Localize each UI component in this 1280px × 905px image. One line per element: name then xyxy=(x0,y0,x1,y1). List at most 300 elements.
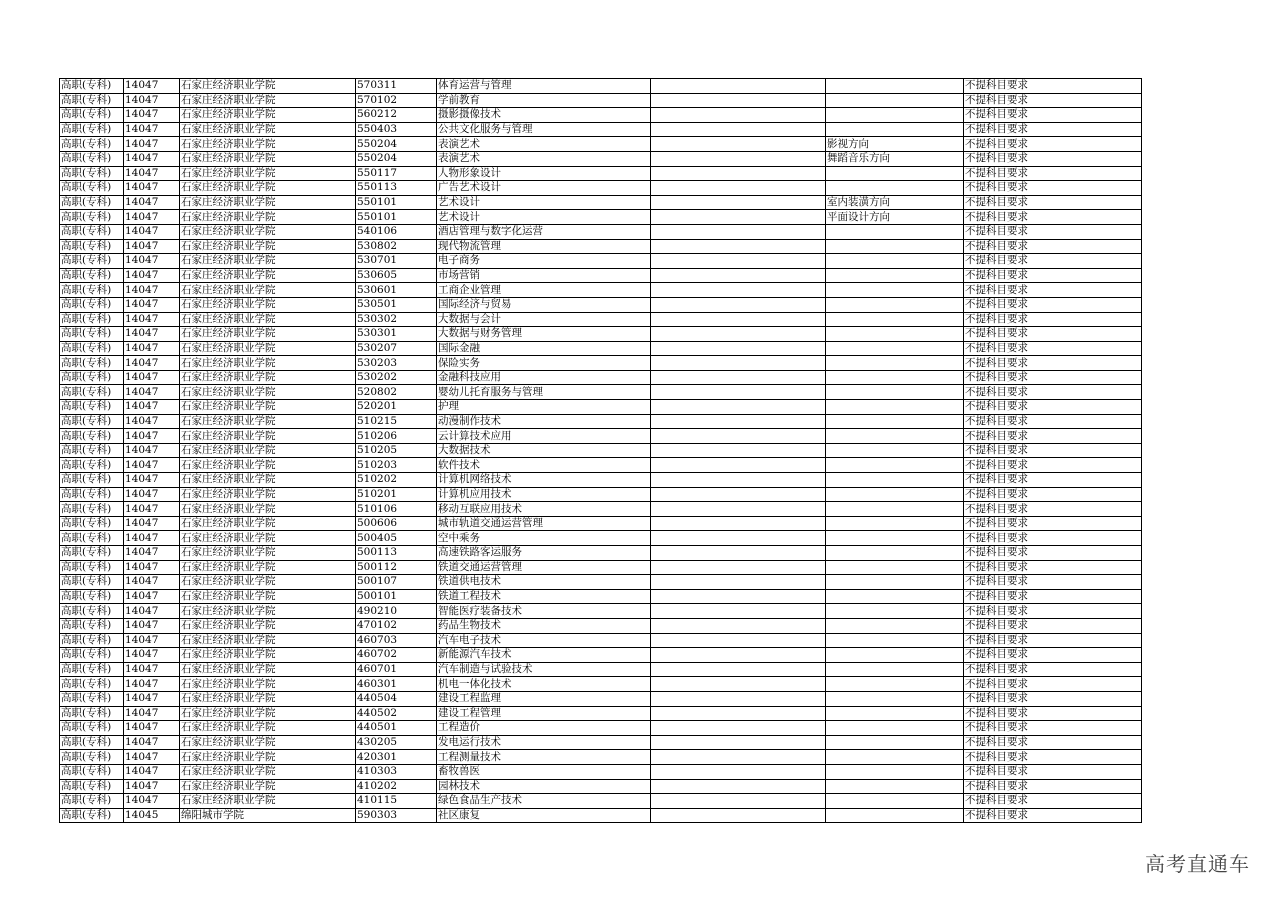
level-cell: 高职(专科) xyxy=(60,400,124,415)
subject-requirement-cell: 不提科目要求 xyxy=(964,575,1142,590)
table-row xyxy=(60,808,1142,823)
note-cell xyxy=(651,385,826,400)
table-row xyxy=(60,268,1142,283)
table-row xyxy=(60,108,1142,123)
school-code-cell: 14047 xyxy=(124,473,180,488)
level-cell: 高职(专科) xyxy=(60,268,124,283)
level-cell: 高职(专科) xyxy=(60,779,124,794)
subject-requirement-cell: 不提科目要求 xyxy=(964,385,1142,400)
note-cell xyxy=(651,721,826,736)
note-cell xyxy=(651,108,826,123)
table-row xyxy=(60,721,1142,736)
note-cell xyxy=(651,370,826,385)
school-code-cell: 14047 xyxy=(124,575,180,590)
major-name-cell: 智能医疗装备技术 xyxy=(437,604,651,619)
major-code-cell: 550113 xyxy=(356,181,437,196)
major-code-cell: 500107 xyxy=(356,575,437,590)
note-cell xyxy=(651,327,826,342)
school-name-cell: 石家庄经济职业学院 xyxy=(180,691,356,706)
table-row xyxy=(60,648,1142,663)
school-code-cell: 14047 xyxy=(124,341,180,356)
school-name-cell: 石家庄经济职业学院 xyxy=(180,400,356,415)
level-cell: 高职(专科) xyxy=(60,648,124,663)
direction-cell xyxy=(826,721,964,736)
school-code-cell: 14047 xyxy=(124,633,180,648)
level-cell: 高职(专科) xyxy=(60,370,124,385)
major-name-cell: 云计算技术应用 xyxy=(437,429,651,444)
note-cell xyxy=(651,546,826,561)
subject-requirement-cell: 不提科目要求 xyxy=(964,648,1142,663)
subject-requirement-cell: 不提科目要求 xyxy=(964,677,1142,692)
major-code-cell: 530501 xyxy=(356,297,437,312)
level-cell: 高职(专科) xyxy=(60,487,124,502)
note-cell xyxy=(651,166,826,181)
level-cell: 高职(专科) xyxy=(60,312,124,327)
major-code-cell: 550204 xyxy=(356,137,437,152)
level-cell: 高职(专科) xyxy=(60,181,124,196)
major-code-cell: 530301 xyxy=(356,327,437,342)
school-name-cell: 石家庄经济职业学院 xyxy=(180,560,356,575)
major-code-cell: 570102 xyxy=(356,93,437,108)
direction-cell xyxy=(826,327,964,342)
direction-cell xyxy=(826,808,964,823)
table-row xyxy=(60,414,1142,429)
school-code-cell: 14047 xyxy=(124,254,180,269)
school-code-cell: 14047 xyxy=(124,166,180,181)
major-name-cell: 表演艺术 xyxy=(437,151,651,166)
school-code-cell: 14047 xyxy=(124,210,180,225)
subject-requirement-cell: 不提科目要求 xyxy=(964,108,1142,123)
major-code-cell: 500113 xyxy=(356,546,437,561)
direction-cell xyxy=(826,458,964,473)
major-name-cell: 摄影摄像技术 xyxy=(437,108,651,123)
school-code-cell: 14047 xyxy=(124,414,180,429)
school-code-cell: 14047 xyxy=(124,108,180,123)
table-row xyxy=(60,706,1142,721)
direction-cell xyxy=(826,429,964,444)
major-name-cell: 护理 xyxy=(437,400,651,415)
school-code-cell: 14047 xyxy=(124,794,180,809)
direction-cell xyxy=(826,268,964,283)
note-cell xyxy=(651,122,826,137)
level-cell: 高职(专科) xyxy=(60,794,124,809)
table-row xyxy=(60,764,1142,779)
level-cell: 高职(专科) xyxy=(60,546,124,561)
school-name-cell: 石家庄经济职业学院 xyxy=(180,370,356,385)
table-row xyxy=(60,283,1142,298)
direction-cell xyxy=(826,341,964,356)
subject-requirement-cell: 不提科目要求 xyxy=(964,589,1142,604)
direction-cell xyxy=(826,239,964,254)
level-cell: 高职(专科) xyxy=(60,195,124,210)
subject-requirement-cell: 不提科目要求 xyxy=(964,254,1142,269)
table-row xyxy=(60,195,1142,210)
major-name-cell: 大数据技术 xyxy=(437,443,651,458)
note-cell xyxy=(651,400,826,415)
direction-cell xyxy=(826,779,964,794)
direction-cell xyxy=(826,662,964,677)
major-code-cell: 500606 xyxy=(356,516,437,531)
major-code-cell: 560212 xyxy=(356,108,437,123)
table-row xyxy=(60,356,1142,371)
direction-cell xyxy=(826,224,964,239)
subject-requirement-cell: 不提科目要求 xyxy=(964,487,1142,502)
level-cell: 高职(专科) xyxy=(60,385,124,400)
school-code-cell: 14047 xyxy=(124,721,180,736)
major-code-cell: 510205 xyxy=(356,443,437,458)
major-code-cell: 530202 xyxy=(356,370,437,385)
subject-requirement-cell: 不提科目要求 xyxy=(964,370,1142,385)
note-cell xyxy=(651,443,826,458)
level-cell: 高职(专科) xyxy=(60,210,124,225)
school-code-cell: 14047 xyxy=(124,429,180,444)
major-code-cell: 530601 xyxy=(356,283,437,298)
note-cell xyxy=(651,93,826,108)
level-cell: 高职(专科) xyxy=(60,429,124,444)
school-name-cell: 石家庄经济职业学院 xyxy=(180,575,356,590)
note-cell xyxy=(651,268,826,283)
subject-requirement-cell: 不提科目要求 xyxy=(964,195,1142,210)
note-cell xyxy=(651,764,826,779)
table-row xyxy=(60,677,1142,692)
school-code-cell: 14047 xyxy=(124,385,180,400)
school-code-cell: 14047 xyxy=(124,443,180,458)
major-code-cell: 490210 xyxy=(356,604,437,619)
school-code-cell: 14047 xyxy=(124,662,180,677)
direction-cell xyxy=(826,487,964,502)
major-name-cell: 婴幼儿托育服务与管理 xyxy=(437,385,651,400)
major-name-cell: 发电运行技术 xyxy=(437,735,651,750)
school-name-cell: 石家庄经济职业学院 xyxy=(180,385,356,400)
level-cell: 高职(专科) xyxy=(60,297,124,312)
school-code-cell: 14047 xyxy=(124,195,180,210)
admission-table-body xyxy=(60,79,1142,823)
major-name-cell: 社区康复 xyxy=(437,808,651,823)
direction-cell xyxy=(826,502,964,517)
school-name-cell: 石家庄经济职业学院 xyxy=(180,297,356,312)
direction-cell xyxy=(826,414,964,429)
school-name-cell: 石家庄经济职业学院 xyxy=(180,677,356,692)
note-cell xyxy=(651,195,826,210)
subject-requirement-cell: 不提科目要求 xyxy=(964,764,1142,779)
school-code-cell: 14047 xyxy=(124,750,180,765)
school-name-cell: 石家庄经济职业学院 xyxy=(180,312,356,327)
major-code-cell: 410303 xyxy=(356,764,437,779)
subject-requirement-cell: 不提科目要求 xyxy=(964,312,1142,327)
subject-requirement-cell: 不提科目要求 xyxy=(964,268,1142,283)
major-name-cell: 艺术设计 xyxy=(437,195,651,210)
major-name-cell: 工程造价 xyxy=(437,721,651,736)
school-name-cell: 石家庄经济职业学院 xyxy=(180,341,356,356)
direction-cell xyxy=(826,648,964,663)
major-code-cell: 510215 xyxy=(356,414,437,429)
note-cell xyxy=(651,589,826,604)
school-code-cell: 14047 xyxy=(124,516,180,531)
direction-cell xyxy=(826,443,964,458)
major-code-cell: 410202 xyxy=(356,779,437,794)
school-name-cell: 石家庄经济职业学院 xyxy=(180,122,356,137)
subject-requirement-cell: 不提科目要求 xyxy=(964,618,1142,633)
note-cell xyxy=(651,137,826,152)
table-row xyxy=(60,560,1142,575)
table-row xyxy=(60,502,1142,517)
major-code-cell: 520802 xyxy=(356,385,437,400)
major-name-cell: 电子商务 xyxy=(437,254,651,269)
direction-cell xyxy=(826,297,964,312)
school-code-cell: 14047 xyxy=(124,283,180,298)
school-name-cell: 石家庄经济职业学院 xyxy=(180,531,356,546)
major-code-cell: 440502 xyxy=(356,706,437,721)
major-code-cell: 500101 xyxy=(356,589,437,604)
direction-cell xyxy=(826,531,964,546)
school-code-cell: 14047 xyxy=(124,297,180,312)
major-code-cell: 500405 xyxy=(356,531,437,546)
major-name-cell: 铁道供电技术 xyxy=(437,575,651,590)
level-cell: 高职(专科) xyxy=(60,575,124,590)
school-name-cell: 石家庄经济职业学院 xyxy=(180,195,356,210)
major-code-cell: 410115 xyxy=(356,794,437,809)
note-cell xyxy=(651,706,826,721)
school-code-cell: 14047 xyxy=(124,458,180,473)
school-name-cell: 石家庄经济职业学院 xyxy=(180,429,356,444)
table-row xyxy=(60,750,1142,765)
level-cell: 高职(专科) xyxy=(60,531,124,546)
school-name-cell: 石家庄经济职业学院 xyxy=(180,648,356,663)
note-cell xyxy=(651,618,826,633)
level-cell: 高职(专科) xyxy=(60,166,124,181)
school-name-cell: 石家庄经济职业学院 xyxy=(180,93,356,108)
school-name-cell: 石家庄经济职业学院 xyxy=(180,750,356,765)
note-cell xyxy=(651,662,826,677)
note-cell xyxy=(651,312,826,327)
table-row xyxy=(60,662,1142,677)
major-code-cell: 570311 xyxy=(356,79,437,94)
note-cell xyxy=(651,356,826,371)
level-cell: 高职(专科) xyxy=(60,283,124,298)
school-name-cell: 石家庄经济职业学院 xyxy=(180,487,356,502)
table-row xyxy=(60,546,1142,561)
major-name-cell: 高速铁路客运服务 xyxy=(437,546,651,561)
school-name-cell: 石家庄经济职业学院 xyxy=(180,268,356,283)
school-code-cell: 14047 xyxy=(124,677,180,692)
note-cell xyxy=(651,473,826,488)
watermark: 高考直通车 xyxy=(1145,852,1250,876)
note-cell xyxy=(651,341,826,356)
school-name-cell: 石家庄经济职业学院 xyxy=(180,589,356,604)
school-code-cell: 14047 xyxy=(124,604,180,619)
major-code-cell: 550101 xyxy=(356,210,437,225)
level-cell: 高职(专科) xyxy=(60,618,124,633)
school-name-cell: 石家庄经济职业学院 xyxy=(180,356,356,371)
major-code-cell: 440501 xyxy=(356,721,437,736)
school-code-cell: 14047 xyxy=(124,779,180,794)
table-row xyxy=(60,181,1142,196)
table-row xyxy=(60,224,1142,239)
table-row xyxy=(60,312,1142,327)
major-name-cell: 畜牧兽医 xyxy=(437,764,651,779)
school-code-cell: 14047 xyxy=(124,151,180,166)
major-name-cell: 机电一体化技术 xyxy=(437,677,651,692)
direction-cell: 室内装潢方向 xyxy=(826,195,964,210)
major-name-cell: 学前教育 xyxy=(437,93,651,108)
school-code-cell: 14047 xyxy=(124,648,180,663)
level-cell: 高职(专科) xyxy=(60,721,124,736)
level-cell: 高职(专科) xyxy=(60,224,124,239)
note-cell xyxy=(651,691,826,706)
major-name-cell: 新能源汽车技术 xyxy=(437,648,651,663)
level-cell: 高职(专科) xyxy=(60,254,124,269)
major-name-cell: 市场营销 xyxy=(437,268,651,283)
table-row xyxy=(60,691,1142,706)
direction-cell xyxy=(826,356,964,371)
note-cell xyxy=(651,575,826,590)
major-code-cell: 420301 xyxy=(356,750,437,765)
table-row xyxy=(60,735,1142,750)
level-cell: 高职(专科) xyxy=(60,443,124,458)
major-code-cell: 550204 xyxy=(356,151,437,166)
note-cell xyxy=(651,808,826,823)
major-code-cell: 460702 xyxy=(356,648,437,663)
subject-requirement-cell: 不提科目要求 xyxy=(964,458,1142,473)
note-cell xyxy=(651,224,826,239)
major-code-cell: 510202 xyxy=(356,473,437,488)
direction-cell xyxy=(826,312,964,327)
table-row xyxy=(60,458,1142,473)
direction-cell xyxy=(826,604,964,619)
subject-requirement-cell: 不提科目要求 xyxy=(964,691,1142,706)
major-name-cell: 城市轨道交通运营管理 xyxy=(437,516,651,531)
level-cell: 高职(专科) xyxy=(60,239,124,254)
note-cell xyxy=(651,487,826,502)
school-name-cell: 石家庄经济职业学院 xyxy=(180,662,356,677)
school-code-cell: 14047 xyxy=(124,764,180,779)
school-name-cell: 石家庄经济职业学院 xyxy=(180,546,356,561)
school-code-cell: 14047 xyxy=(124,312,180,327)
note-cell xyxy=(651,794,826,809)
table-row xyxy=(60,516,1142,531)
major-name-cell: 药品生物技术 xyxy=(437,618,651,633)
major-name-cell: 建设工程管理 xyxy=(437,706,651,721)
direction-cell xyxy=(826,750,964,765)
major-name-cell: 软件技术 xyxy=(437,458,651,473)
major-code-cell: 510201 xyxy=(356,487,437,502)
major-code-cell: 550101 xyxy=(356,195,437,210)
table-row xyxy=(60,473,1142,488)
table-row xyxy=(60,604,1142,619)
major-code-cell: 530302 xyxy=(356,312,437,327)
table-row xyxy=(60,254,1142,269)
table-row xyxy=(60,239,1142,254)
subject-requirement-cell: 不提科目要求 xyxy=(964,808,1142,823)
major-name-cell: 计算机应用技术 xyxy=(437,487,651,502)
subject-requirement-cell: 不提科目要求 xyxy=(964,297,1142,312)
major-code-cell: 530207 xyxy=(356,341,437,356)
direction-cell xyxy=(826,254,964,269)
table-row xyxy=(60,93,1142,108)
direction-cell xyxy=(826,108,964,123)
school-code-cell: 14047 xyxy=(124,618,180,633)
subject-requirement-cell: 不提科目要求 xyxy=(964,327,1142,342)
level-cell: 高职(专科) xyxy=(60,808,124,823)
direction-cell xyxy=(826,706,964,721)
school-name-cell: 石家庄经济职业学院 xyxy=(180,79,356,94)
note-cell xyxy=(651,779,826,794)
direction-cell xyxy=(826,691,964,706)
major-name-cell: 酒店管理与数字化运营 xyxy=(437,224,651,239)
direction-cell xyxy=(826,589,964,604)
direction-cell xyxy=(826,93,964,108)
note-cell xyxy=(651,254,826,269)
level-cell: 高职(专科) xyxy=(60,691,124,706)
note-cell xyxy=(651,560,826,575)
school-code-cell: 14047 xyxy=(124,735,180,750)
direction-cell: 影视方向 xyxy=(826,137,964,152)
note-cell xyxy=(651,516,826,531)
subject-requirement-cell: 不提科目要求 xyxy=(964,750,1142,765)
subject-requirement-cell: 不提科目要求 xyxy=(964,414,1142,429)
major-code-cell: 520201 xyxy=(356,400,437,415)
school-code-cell: 14047 xyxy=(124,239,180,254)
subject-requirement-cell: 不提科目要求 xyxy=(964,633,1142,648)
table-row xyxy=(60,487,1142,502)
table-row xyxy=(60,166,1142,181)
note-cell xyxy=(651,648,826,663)
school-name-cell: 石家庄经济职业学院 xyxy=(180,516,356,531)
school-name-cell: 石家庄经济职业学院 xyxy=(180,181,356,196)
subject-requirement-cell: 不提科目要求 xyxy=(964,443,1142,458)
major-code-cell: 530701 xyxy=(356,254,437,269)
school-name-cell: 石家庄经济职业学院 xyxy=(180,706,356,721)
table-row xyxy=(60,370,1142,385)
major-code-cell: 510206 xyxy=(356,429,437,444)
level-cell: 高职(专科) xyxy=(60,502,124,517)
school-name-cell: 石家庄经济职业学院 xyxy=(180,458,356,473)
major-code-cell: 550403 xyxy=(356,122,437,137)
direction-cell xyxy=(826,181,964,196)
level-cell: 高职(专科) xyxy=(60,108,124,123)
direction-cell xyxy=(826,79,964,94)
school-name-cell: 石家庄经济职业学院 xyxy=(180,137,356,152)
subject-requirement-cell: 不提科目要求 xyxy=(964,516,1142,531)
major-code-cell: 540106 xyxy=(356,224,437,239)
major-name-cell: 国际金融 xyxy=(437,341,651,356)
subject-requirement-cell: 不提科目要求 xyxy=(964,122,1142,137)
note-cell xyxy=(651,735,826,750)
subject-requirement-cell: 不提科目要求 xyxy=(964,735,1142,750)
direction-cell xyxy=(826,735,964,750)
direction-cell xyxy=(826,794,964,809)
direction-cell xyxy=(826,575,964,590)
table-row xyxy=(60,589,1142,604)
note-cell xyxy=(651,531,826,546)
level-cell: 高职(专科) xyxy=(60,473,124,488)
major-name-cell: 铁道工程技术 xyxy=(437,589,651,604)
school-name-cell: 石家庄经济职业学院 xyxy=(180,327,356,342)
school-code-cell: 14047 xyxy=(124,356,180,371)
subject-requirement-cell: 不提科目要求 xyxy=(964,473,1142,488)
subject-requirement-cell: 不提科目要求 xyxy=(964,181,1142,196)
school-code-cell: 14047 xyxy=(124,502,180,517)
note-cell xyxy=(651,458,826,473)
school-code-cell: 14047 xyxy=(124,691,180,706)
level-cell: 高职(专科) xyxy=(60,589,124,604)
major-name-cell: 大数据与财务管理 xyxy=(437,327,651,342)
major-name-cell: 体育运营与管理 xyxy=(437,79,651,94)
major-name-cell: 绿色食品生产技术 xyxy=(437,794,651,809)
subject-requirement-cell: 不提科目要求 xyxy=(964,239,1142,254)
level-cell: 高职(专科) xyxy=(60,633,124,648)
school-code-cell: 14047 xyxy=(124,400,180,415)
